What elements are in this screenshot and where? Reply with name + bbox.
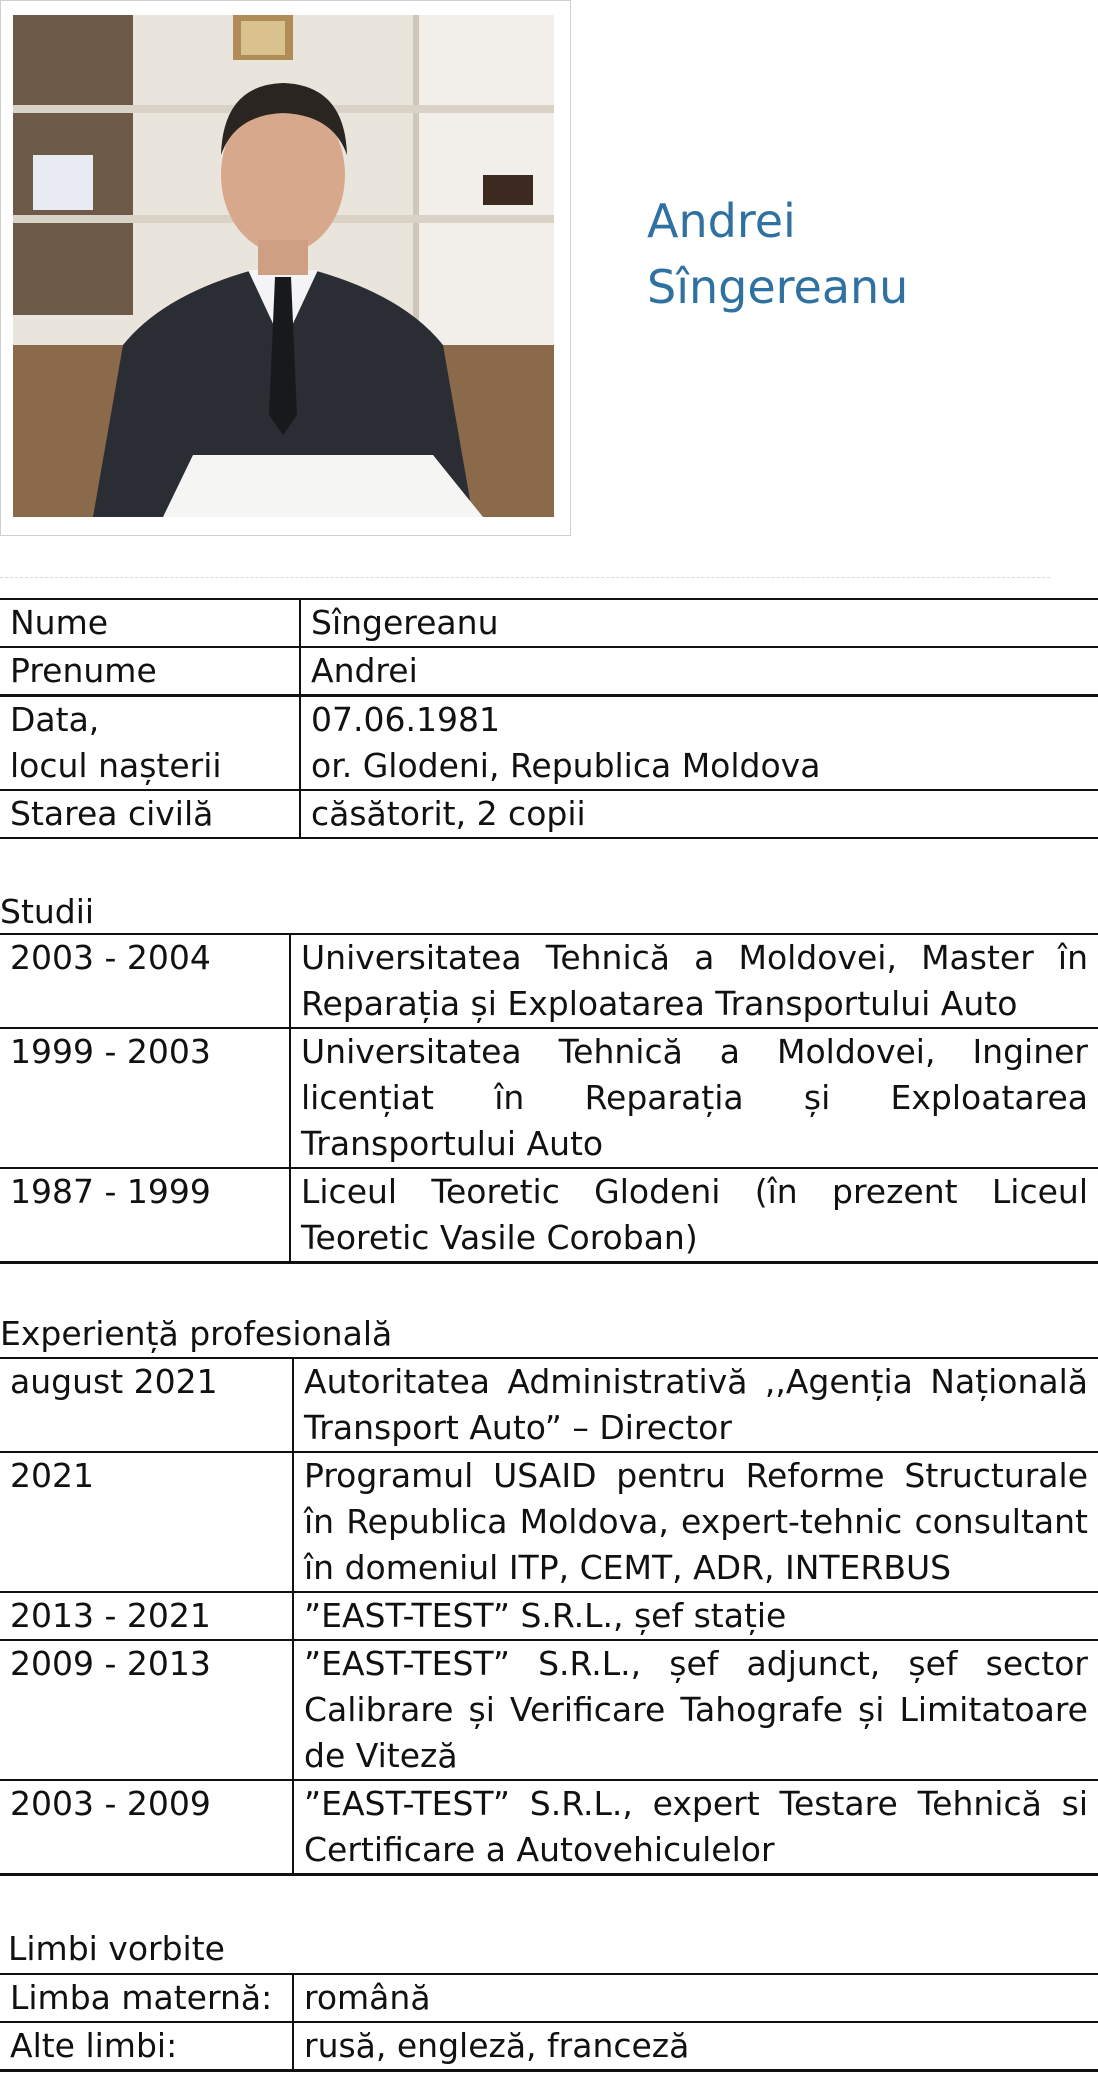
portrait-photo — [13, 15, 554, 517]
row-value: Andrei — [311, 651, 418, 690]
experience-text: ”EAST-TEST” S.R.L., șef stație — [304, 1596, 787, 1635]
row-label: Nume — [0, 599, 300, 647]
experience-text: ”EAST-TEST” S.R.L., expert Testare Tehnică si Certificare a Autovehiculelor — [304, 1784, 1088, 1869]
table-row — [0, 1358, 1098, 1452]
language-value: română — [304, 1978, 431, 2017]
table-row — [0, 1640, 1098, 1780]
table-row — [0, 934, 1098, 1028]
first-name: Andrei — [647, 194, 796, 248]
experience-period: 2021 — [0, 1452, 293, 1592]
row-value-line: 07.06.1981 — [311, 700, 500, 739]
row-value — [300, 696, 1098, 791]
row-label: Starea civilă — [0, 790, 300, 838]
experience-period: 2003 - 2009 — [0, 1780, 293, 1875]
table-row — [0, 1974, 1098, 2022]
study-period: 1999 - 2003 — [0, 1028, 290, 1168]
language-label: Limba maternă: — [0, 1974, 293, 2022]
studies-title: Studii — [0, 892, 95, 931]
study-text: Universitatea Tehnică a Moldovei, Master în Reparația și Exploatarea Transportului Auto — [301, 938, 1088, 1023]
table-row — [0, 1452, 1098, 1592]
study-text: Liceul Teoretic Glodeni (în prezent Liceul Teoretic Vasile Coroban) — [301, 1172, 1088, 1257]
experience-period: august 2021 — [0, 1358, 293, 1452]
row-label — [0, 696, 300, 791]
study-period: 1987 - 1999 — [0, 1168, 290, 1263]
experience-table — [0, 1357, 1098, 1876]
table-row — [0, 1592, 1098, 1640]
row-label: Prenume — [0, 647, 300, 696]
row-value: căsătorit, 2 copii — [311, 794, 586, 833]
person-name-heading — [647, 188, 908, 320]
studies-table — [0, 933, 1098, 1264]
experience-period: 2013 - 2021 — [0, 1592, 293, 1640]
languages-title: Limbi vorbite — [8, 1929, 225, 1968]
last-name: Sîngereanu — [647, 260, 909, 314]
experience-text: Programul USAID pentru Reforme Structurale în Republica Moldova, expert-tehnic consultant în domeniul ITP, CEMT, ADR, INTERBUS — [304, 1456, 1088, 1587]
experience-text: Autoritatea Administrativă ,,Agenția Națională Transport Auto” – Director — [304, 1362, 1088, 1447]
row-value: Sîngereanu — [311, 603, 499, 642]
table-row — [0, 2022, 1098, 2071]
table-row — [0, 1168, 1098, 1263]
experience-title: Experiență profesională — [0, 1314, 393, 1353]
row-label-line: locul nașterii — [10, 746, 222, 785]
language-value: rusă, engleză, franceză — [304, 2026, 690, 2065]
personal-info-table — [0, 598, 1098, 839]
table-row — [0, 1028, 1098, 1168]
table-row — [0, 647, 1098, 696]
experience-period: 2009 - 2013 — [0, 1640, 293, 1780]
row-value-line: or. Glodeni, Republica Moldova — [311, 746, 821, 785]
languages-table — [0, 1973, 1098, 2072]
study-text: Universitatea Tehnică a Moldovei, Inginer licențiat în Reparația și Exploatarea Transportului Auto — [301, 1032, 1088, 1163]
table-row — [0, 696, 1098, 791]
table-row — [0, 599, 1098, 647]
table-row — [0, 1780, 1098, 1875]
photo-frame — [0, 0, 571, 536]
dotted-divider — [0, 577, 1050, 578]
experience-text: ”EAST-TEST” S.R.L., șef adjunct, șef sector Calibrare și Verificare Tahografe și Limitatoare de Viteză — [304, 1644, 1088, 1775]
row-label-line: Data, — [10, 700, 100, 739]
study-period: 2003 - 2004 — [0, 934, 290, 1028]
language-label: Alte limbi: — [0, 2022, 293, 2071]
table-row — [0, 790, 1098, 838]
